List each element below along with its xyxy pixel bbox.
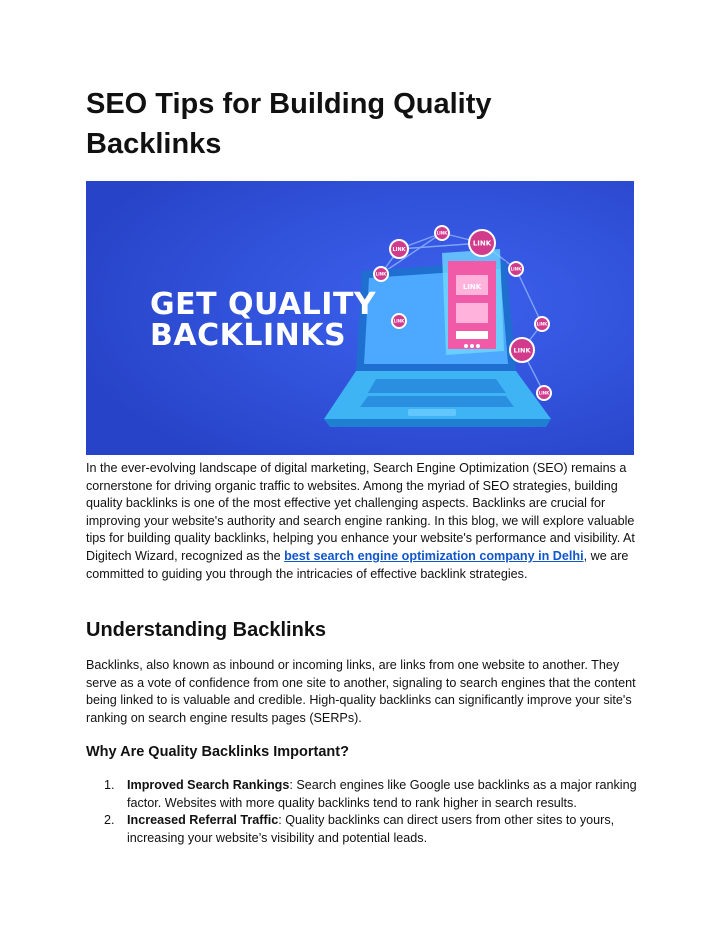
link-badge-label: LINK <box>536 321 548 327</box>
link-badge-label: LINK <box>392 246 406 253</box>
list-item <box>86 777 646 812</box>
intro-text-before: In the ever-evolving landscape of digital marketing, Search Engine Optimization (SEO) remains a cornerstone for driving organic traffic to websites. Among the myriad of SEO strategies, building quality backlinks is one of the most effective yet challenging aspects. Backlinks are crucial for improving your website's authority and search engine ranking. In this blog, we will explore valuable tips for building quality backlinks, helping you enhance your website's performance and visibility. At Digitech Wizard, recognized as the <box>86 461 635 563</box>
intro-paragraph <box>86 460 638 583</box>
link-badge-label: LINK <box>513 346 531 355</box>
link-badge-label: LINK <box>510 266 522 272</box>
list-item <box>86 812 646 847</box>
section-heading-understanding: Understanding Backlinks <box>86 619 327 641</box>
list-number: 2. <box>104 813 115 828</box>
link-badge-label: LINK <box>393 318 405 324</box>
hero-headline <box>150 289 376 351</box>
link-badge-label: LINK <box>436 230 448 236</box>
link-badge-label: LINK <box>472 239 492 248</box>
hero-headline-line2: BACKLINKS <box>150 318 347 353</box>
section1-paragraph: Backlinks, also known as inbound or incoming links, are links from one website to another. They serve as a vote of confidence from one site to another, signaling to search engines that the content being linked to is valuable and credible. High-quality backlinks can significantly improve your site's ranking on search engine results pages (SERPs). <box>86 658 636 725</box>
hero-image <box>86 181 634 455</box>
section-heading-importance: Why Are Quality Backlinks Important? <box>86 744 349 760</box>
link-badge-label: LINK <box>538 390 550 396</box>
importance-list <box>86 777 646 847</box>
list-item-text: : Search engines like Google use backlinks as a major ranking factor. Websites with more quality backlinks tend to rank higher in search results. <box>127 778 637 810</box>
list-number: 1. <box>104 778 115 792</box>
list-item-term: Increased Referral Traffic <box>127 813 279 828</box>
page-title: SEO Tips for Building Quality Backlinks <box>86 88 492 160</box>
list-item-term: Improved Search Rankings <box>127 778 290 792</box>
list-item-text: : Quality backlinks can direct users from other sites to yours, increasing your website’s visibility and potential leads. <box>127 813 615 845</box>
intro-text-after: , we are committed to guiding you through the intricacies of effective backlink strategies. <box>86 548 629 581</box>
seo-company-link[interactable]: best search engine optimization company in Delhi <box>284 548 584 563</box>
link-badge-label: LINK <box>375 271 387 277</box>
screen-link-label: LINK <box>462 283 482 291</box>
hero-headline-line1: GET QUALITY <box>150 287 377 322</box>
